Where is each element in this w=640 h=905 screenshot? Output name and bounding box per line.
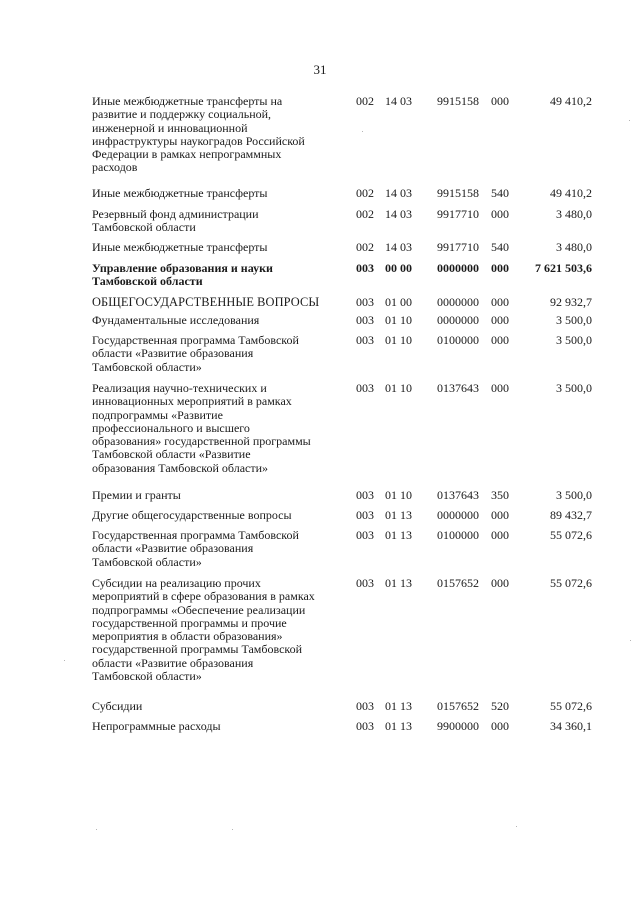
row-razdel: 14 03	[385, 207, 412, 221]
row-amount: 34 360,1	[550, 719, 592, 733]
row-razdel: 01 13	[385, 719, 412, 733]
row-razdel: 01 10	[385, 381, 412, 395]
row-vr: 000	[491, 508, 509, 522]
row-amount: 55 072,6	[550, 699, 592, 713]
row-amount: 3 500,0	[556, 313, 592, 327]
row-grbs: 003	[356, 261, 374, 275]
scan-speck	[630, 640, 631, 641]
row-vr: 350	[491, 488, 509, 502]
scan-speck	[362, 131, 363, 132]
row-vr: 000	[491, 207, 509, 221]
row-csr: 9915158	[437, 186, 479, 200]
row-name: Иные межбюджетные трансферты	[92, 240, 268, 254]
row-amount: 3 500,0	[556, 381, 592, 395]
row-grbs: 003	[356, 699, 374, 713]
row-csr: 0137643	[437, 488, 479, 502]
row-csr: 9917710	[437, 240, 479, 254]
row-grbs: 003	[356, 719, 374, 733]
row-grbs: 003	[356, 295, 374, 309]
row-csr: 0157652	[437, 699, 479, 713]
row-amount: 92 932,7	[550, 295, 592, 309]
row-name: Резервный фонд администрации Тамбовской области	[92, 207, 259, 235]
row-csr: 0100000	[437, 528, 479, 542]
scan-speck	[629, 120, 630, 121]
row-vr: 000	[491, 261, 509, 275]
row-amount: 55 072,6	[550, 528, 592, 542]
scan-speck	[96, 829, 97, 830]
row-csr: 0137643	[437, 381, 479, 395]
row-name: Государственная программа Тамбовской области «Развитие образования Тамбовской области»	[92, 333, 299, 374]
row-name: Другие общегосударственные вопросы	[92, 508, 292, 522]
row-name: Субсидии на реализацию прочих мероприятий в сфере образования в рамках подпрограммы «Обеспечение реализации государственной программы и прочие мероприятия в области образования» государственной программы Тамбовской области «Развитие образования Тамбовской области»	[92, 576, 315, 684]
row-vr: 000	[491, 295, 509, 309]
budget-table	[0, 93, 640, 853]
row-razdel: 14 03	[385, 94, 412, 108]
row-csr: 0157652	[437, 576, 479, 590]
row-vr: 000	[491, 576, 509, 590]
row-amount: 89 432,7	[550, 508, 592, 522]
row-grbs: 003	[356, 508, 374, 522]
row-name: Субсидии	[92, 699, 143, 713]
row-csr: 0000000	[437, 508, 479, 522]
row-grbs: 003	[356, 528, 374, 542]
row-csr: 9900000	[437, 719, 479, 733]
row-razdel: 01 13	[385, 699, 412, 713]
row-name: Непрограммные расходы	[92, 719, 221, 733]
row-name: Иные межбюджетные трансферты на развитие и поддержку социальной, инженерной и инновационной инфраструктуры наукоградов Российской Федерации в рамках непрограммных расходов	[92, 94, 305, 175]
row-amount: 3 500,0	[556, 333, 592, 347]
row-razdel: 01 13	[385, 528, 412, 542]
row-vr: 540	[491, 240, 509, 254]
row-razdel: 14 03	[385, 240, 412, 254]
row-razdel: 01 10	[385, 333, 412, 347]
row-vr: 000	[491, 333, 509, 347]
row-vr: 000	[491, 94, 509, 108]
row-amount: 49 410,2	[550, 94, 592, 108]
scan-speck	[232, 829, 233, 830]
row-amount: 3 480,0	[556, 240, 592, 254]
row-name: Реализация научно-технических и инновационных мероприятий в рамках подпрограммы «Развитие профессионального и высшего образования» государственной программы Тамбовской области «Развитие образования Тамбовской области»	[92, 381, 311, 475]
row-csr: 9915158	[437, 94, 479, 108]
row-grbs: 002	[356, 240, 374, 254]
row-grbs: 003	[356, 488, 374, 502]
row-amount: 3 480,0	[556, 207, 592, 221]
row-name: Управление образования и науки Тамбовской области	[92, 261, 273, 289]
row-vr: 000	[491, 381, 509, 395]
row-vr: 000	[491, 313, 509, 327]
row-csr: 0000000	[437, 313, 479, 327]
scan-speck	[64, 660, 65, 661]
scan-speck	[516, 826, 517, 827]
row-name: Иные межбюджетные трансферты	[92, 186, 268, 200]
row-amount: 7 621 503,6	[535, 261, 592, 275]
row-csr: 0100000	[437, 333, 479, 347]
row-amount: 3 500,0	[556, 488, 592, 502]
row-grbs: 003	[356, 333, 374, 347]
row-razdel: 01 13	[385, 508, 412, 522]
row-grbs: 003	[356, 576, 374, 590]
row-grbs: 002	[356, 186, 374, 200]
row-grbs: 003	[356, 313, 374, 327]
row-csr: 9917710	[437, 207, 479, 221]
row-vr: 000	[491, 719, 509, 733]
row-grbs: 002	[356, 94, 374, 108]
row-csr: 0000000	[437, 261, 479, 275]
row-amount: 55 072,6	[550, 576, 592, 590]
page-number: 31	[313, 62, 327, 77]
row-razdel: 01 13	[385, 576, 412, 590]
row-razdel: 01 10	[385, 313, 412, 327]
row-razdel: 01 10	[385, 488, 412, 502]
row-vr: 000	[491, 528, 509, 542]
row-amount: 49 410,2	[550, 186, 592, 200]
row-vr: 540	[491, 186, 509, 200]
row-csr: 0000000	[437, 295, 479, 309]
row-razdel: 14 03	[385, 186, 412, 200]
row-name: Государственная программа Тамбовской области «Развитие образования Тамбовской области»	[92, 528, 299, 569]
row-razdel: 01 00	[385, 295, 412, 309]
row-razdel: 00 00	[385, 261, 412, 275]
row-vr: 520	[491, 699, 509, 713]
row-grbs: 003	[356, 381, 374, 395]
row-grbs: 002	[356, 207, 374, 221]
row-name: ОБЩЕГОСУДАРСТВЕННЫЕ ВОПРОСЫ	[92, 295, 320, 309]
row-name: Премии и гранты	[92, 488, 181, 502]
row-name: Фундаментальные исследования	[92, 313, 260, 327]
